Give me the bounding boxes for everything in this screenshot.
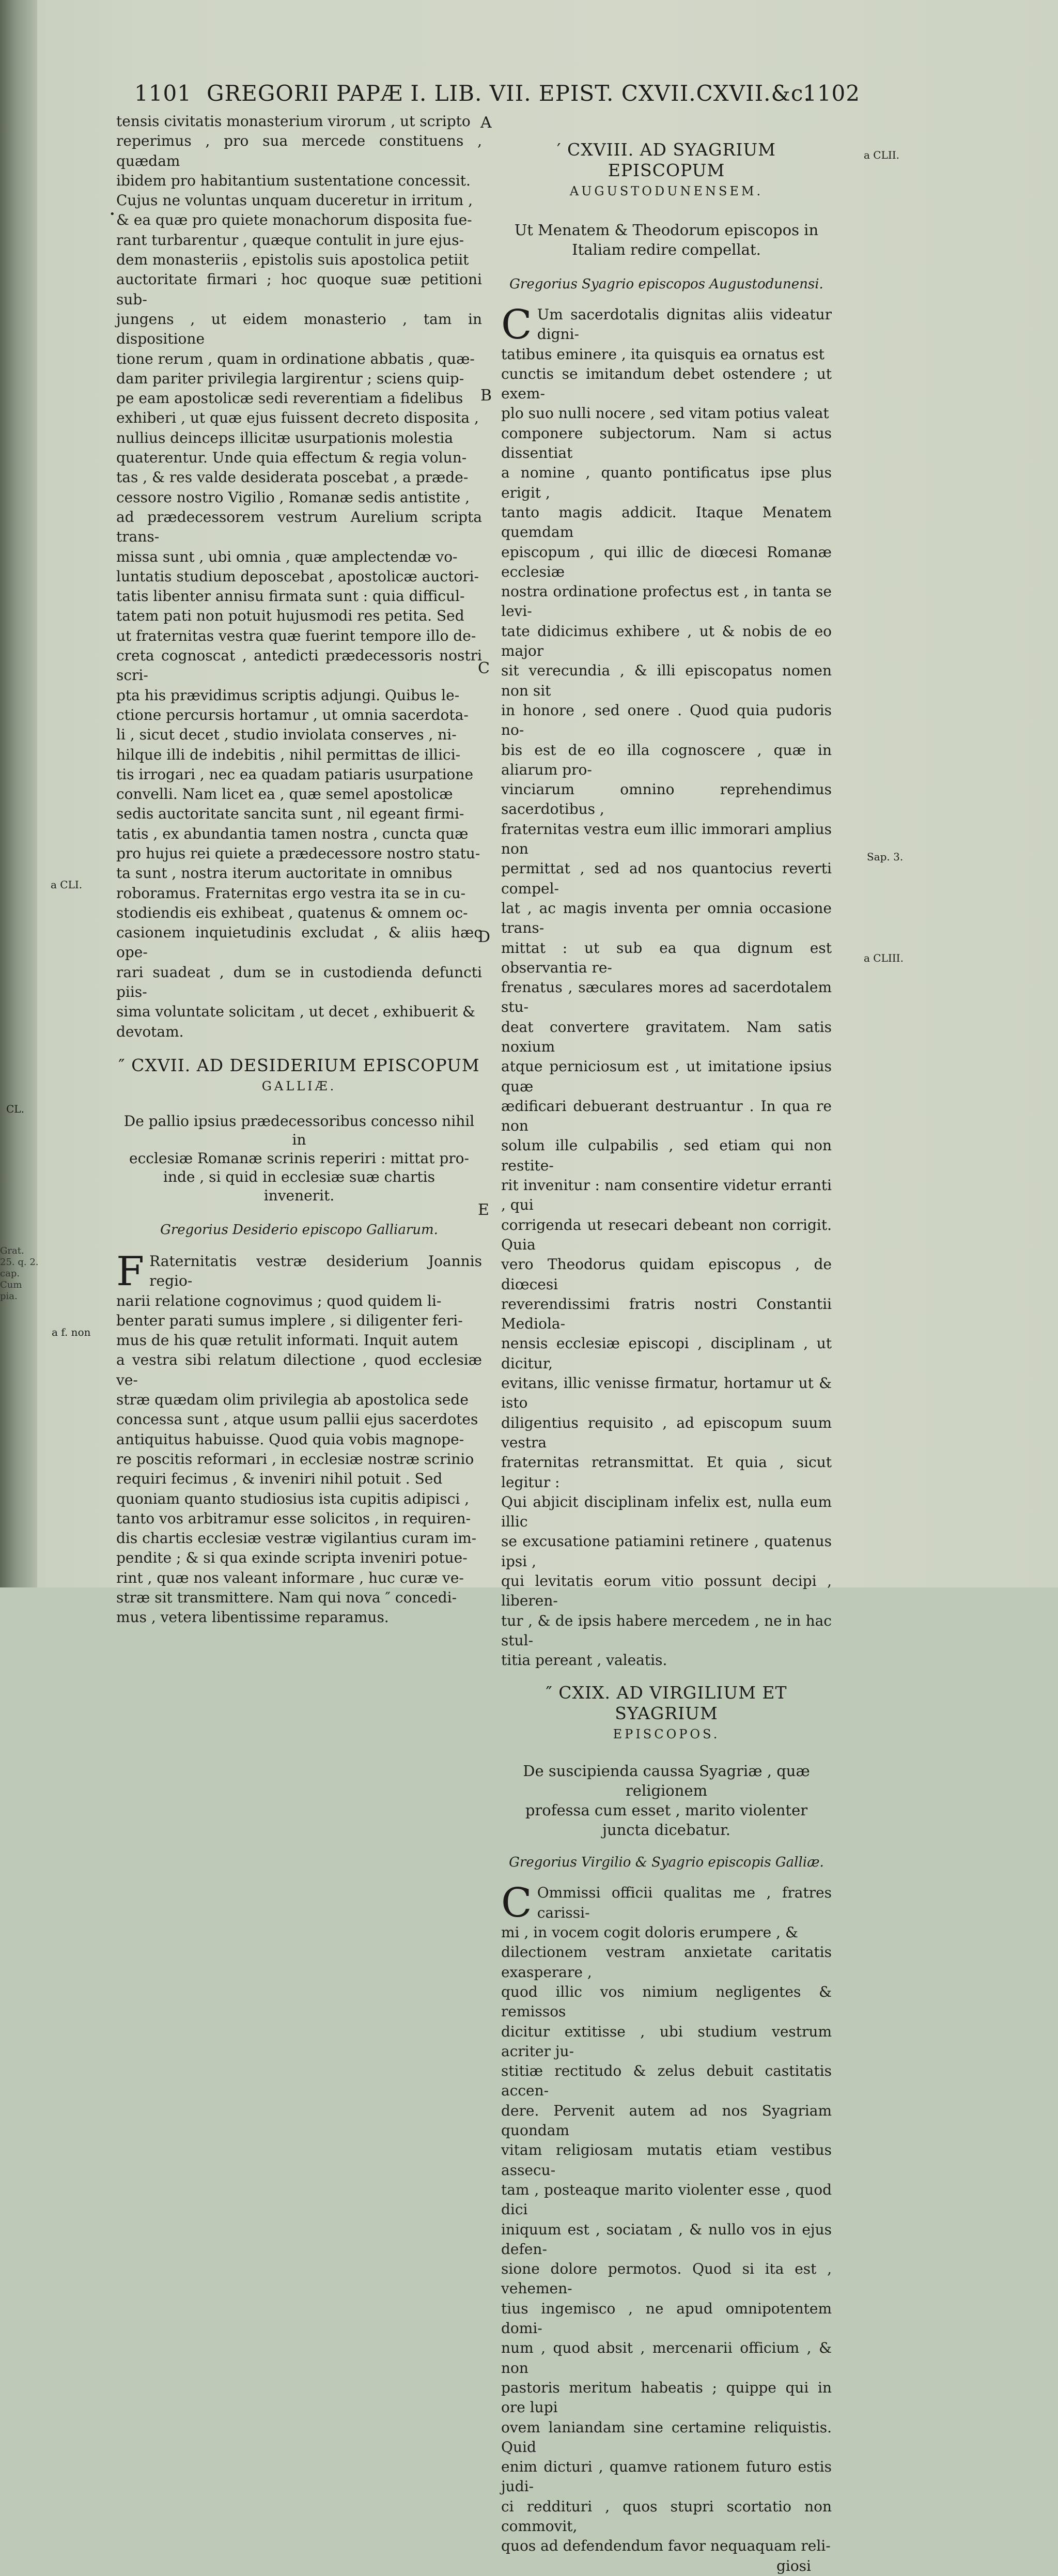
epistle-cxvii-summary: De pallio ipsius prædecessoribus concesso nihil in ecclesiæ Romanæ scrinis reperiri : mittat pro- inde , si quid in ecclesiæ suæ chartis invenerit. xyxy=(123,1112,475,1204)
running-head xyxy=(134,78,860,109)
epistle-cxviii-heading xyxy=(501,140,832,202)
page-gutter xyxy=(0,0,37,1587)
drop-cap-c-2: C xyxy=(501,1880,532,1927)
section-marker-c: C xyxy=(478,659,490,677)
margin-note-cl: CL. xyxy=(6,1103,24,1115)
epistle-cxix-summary: De suscipienda caussa Syagriæ , quæ religionem professa cum esset , marito violenter juncta dicebatur. xyxy=(523,1762,810,1839)
epistle-cxix-text: Ommissi officii qualitas me , fratres carissi- mi , in vocem cogit doloris erumpere , & dilectionem vestram anxietate caritatis exasperare , quod illic vos nimium negligentes & remissos dicitur extitisse , ubi studium vestrum acriter ju- stitiæ rectitudo & zelus debuit castitatis accen- dere. Pervenit autem ad nos Syagriam quondam vitam religiosam mutatis etiam vestibus assecu- tam , posteaque marito violenter esse , quod dici iniquum est , sociatam , & nullo vos in ejus defen- sione dolore permotos. Quod si ita est , vehemen- tius ingemisco , ne apud omnipotentem domi- num , quod absit , mercenarii officium , & non pastoris meritum habeatis ; quippe qui in ore lupi ovem laniandam sine certamine reliquistis. Quid enim dicturi , quamve rationem futuro estis judi- ci reddituri , quos stupri scortatio non commovit, quos ad defendendum favor nequaquam reli- xyxy=(501,1884,832,2555)
left-column xyxy=(116,112,482,1628)
epistle-cxvii-subtitle: GALLIÆ. xyxy=(261,1078,337,1093)
section-marker-e: E xyxy=(478,1201,489,1219)
margin-dot-mark: • xyxy=(110,209,115,220)
section-marker-b: B xyxy=(480,387,492,405)
drop-cap-c: C xyxy=(501,302,532,348)
right-column xyxy=(501,112,832,2576)
epistle-cxvi-end-text: tensis civitatis monasterium virorum , ut scripto reperimus , pro sua mercede constituens , quædam ibidem pro habitantium sustentatione concessit. Cujus ne voluntas unquam duceretur in irritum , & ea quæ pro quiete monachorum disposita fue- rant turbarentur , quæque contulit in jure ejus- dem monasteriis , epistolis suis apostolica petiit auctoritate firmari ; hoc quoque suæ petitioni sub- jungens , ut eidem monasterio , tam in dispositione tione rerum , quam in ordinatione abbatis , quæ- dam pariter privilegia largirentur ; sciens quip- pe eam apostolicæ sedi reverentiam a fidelibus exhiberi , ut quæ ejus fuissent decreto disposita , nullius deinceps illicitæ usurpationis molestia quaterentur. Unde quia effectum & regia volun- tas , & res valde desiderata poscebat , a præde- cessore nostro Vigilio , Romanæ sedis antistite , ad prædecessorem vestrum Aurelium scripta trans- missa sunt , ubi omnia , quæ amplectendæ vo- luntatis studium deposcebat , apostolicæ auctori- tatis libenter annisu firmata sunt : quia difficul- tatem pati non potuit hujusmodi res petita. Sed ut fraternitas vestra quæ fuerint tempore illo de- creta cognoscat , antedicti prædecessoris nostri scri- pta his prævidimus scriptis adjungi. Quibus le- ctione percursis hortamur , ut omnia sacerdota- li , sicut decet , studio inviolata conserves , ni- hilque illi de indebitis , nihil permittas de illici- tis irrogari , nec ea quadam patiaris usurpatione convelli. Nam licet ea , quæ semel apostolicæ sedis auctoritate sancita sunt , nil egeant firmi- tatis , ex abundantia tamen nostra , cuncta quæ pro hujus rei quiete a prædecessore nostro statu- ta sunt , nostra iterum auctoritate in omnibus roboramus. Fraternitas ergo vestra ita se in cu- stodiendis eis exhibeat , quatenus & omnem oc- casionem inquietudinis excludat , & aliis hæc ope- rari suadeat , dum se in custodienda defuncti piis- sima voluntate solicitam , ut decet , exhibuerit & devotam. xyxy=(116,113,482,1040)
margin-note-f-non: a f. non xyxy=(52,1326,91,1338)
epistle-cxviii-greeting: Gregorius Syagrio episcopos Augustodunensi. xyxy=(509,276,823,292)
epistle-cxix-subtitle: EPISCOPOS. xyxy=(613,1727,720,1742)
margin-note-sap: Sap. 3. xyxy=(867,851,904,863)
epistle-cxvii-heading xyxy=(116,1055,482,1097)
page-number-left: 1101 xyxy=(134,81,192,106)
running-title: GREGORII PAPÆ I. LIB. VII. EPIST. CXVII.CXVII.&c. xyxy=(207,81,811,106)
epistle-cxvii-title: ″ CXVII. AD DESIDERIUM EPISCOPUM xyxy=(118,1055,480,1075)
section-marker-d: D xyxy=(478,928,491,946)
epistle-cxvii-text: Raternitatis vestræ desiderium Joannis regio- narii relatione cognovimus ; quod quidem li- benter parati sumus implere , si diligenter feri- mus de his quæ retulit informati. Inquit autem a vestra sibi relatum dilectione , quod ecclesiæ ve- stræ quædam olim privilegia ab apostolica sede concessa sunt , atque usum pallii ejus sacerdotes antiquitus habuisse. Quod quia vobis magnope- re poscitis reformari , in ecclesiæ nostræ scrinio requiri fecimus , & inveniri nihil potuit . Sed quoniam quanto studiosius ista cupitis adipisci , tanto vos arbitramur esse solicitos , in requiren- dis chartis ecclesiæ vestræ vigilantius curam im- pendite ; & si qua exinde scripta inveniri potue- rint , quæ nos valeant informare , huc curæ ve- stræ sit transmittere. Nam qui nova ″ concedi- mus , vetera libentissime reparamus. xyxy=(116,1252,482,1626)
drop-cap-f: F xyxy=(116,1248,145,1295)
margin-note-cliii: a CLIII. xyxy=(864,952,904,964)
page-number-right: 1102 xyxy=(803,81,860,106)
epistle-cxix-greeting: Gregorius Virgilio & Syagrio episcopis Galliæ. xyxy=(509,1855,824,1871)
epistle-cxviii-body xyxy=(501,302,832,1670)
epistle-cxviii-subtitle: AUGUSTODUNENSEM. xyxy=(569,184,764,198)
epistle-cxix-heading xyxy=(501,1683,832,1745)
margin-note-grat: Grat. 25. q. 2. cap. Cum pia. xyxy=(0,1245,39,1302)
epistle-cxvii-body xyxy=(116,1248,482,1628)
epistle-cxviii-title: ′ CXVIII. AD SYAGRIUM EPISCOPUM xyxy=(557,140,776,180)
epistle-cxviii-text: Um sacerdotalis dignitas aliis videatur digni- tatibus eminere , ita quisquis ea ornatus est cunctis se imitandum debet ostendere ; ut exem- plo suo nulli nocere , sed vitam potius valeat componere subjectorum. Nam si actus dissentiat a nomine , quanto pontificatus ipse plus erigit , tanto magis addicit. Itaque Menatem quemdam episcopum , qui illic de diœcesi Romanæ ecclesiæ nostra ordinatione profectus est , in tanta se levi- tate didicimus exhibere , ut & nobis de eo major sit verecundia , & illi episcopatus nomen non sit in honore , sed onere . Quod quia pudoris no- bis est de eo illa cognoscere , quæ in aliarum pro- vinciarum omnino reprehendimus sacerdotibus , fraternitas vestra eum illic immorari amplius non permittat , sed ad nos quantocius reverti compel- lat , ac magis inventa per omnia occasione trans- mittat : ut sub ea qua dignum est observantia re- frenatus , sæculares mores ad sacerdotalem stu- deat convertere gravitatem. Nam satis noxium atque perniciosum est , ut imitatione ipsius quæ ædificari debuerant destruantur . In qua re non solum ille culpabilis , sed etiam qui non restite- rit invenitur : nam consentire videtur erranti , qui corrigenda ut resecari debeant non corrigit. Quia vero Theodorus quidam episcopus , de diœcesi reverendissimi fratris nostri Constantii Mediola- nensis ecclesiæ episcopi , disciplinam , ut dicitur, evitans, illic venisse firmatur, hortamur ut & isto diligentius requisito , ad episcopum suum vestra fraternitas retransmittat. Et quia , sicut legitur : Qui abjicit disciplinam infelix est, nulla eum illic se excusatione patiamini retinere , quatenus ipsi , qui levitatis eorum vitio possunt decipi , liberen- tur , & de ipsis habere mercedem , ne in hac stul- titia pereant , valeatis. xyxy=(501,306,832,1669)
epistle-cxix-title: ″ CXIX. AD VIRGILIUM ET SYAGRIUM xyxy=(546,1683,787,1724)
margin-note-cli: a CLI. xyxy=(51,878,83,891)
catchword: giosi xyxy=(776,2557,811,2574)
epistle-cxix-body xyxy=(501,1880,832,2556)
section-marker-a: A xyxy=(480,114,492,132)
margin-note-clii: a CLII. xyxy=(864,149,900,161)
epistle-cxviii-summary: Ut Menatem & Theodorum episcopos in Italiam redire compellat. xyxy=(514,221,819,258)
epistle-cxvii-greeting: Gregorius Desiderio episcopo Galliarum. xyxy=(160,1222,438,1238)
